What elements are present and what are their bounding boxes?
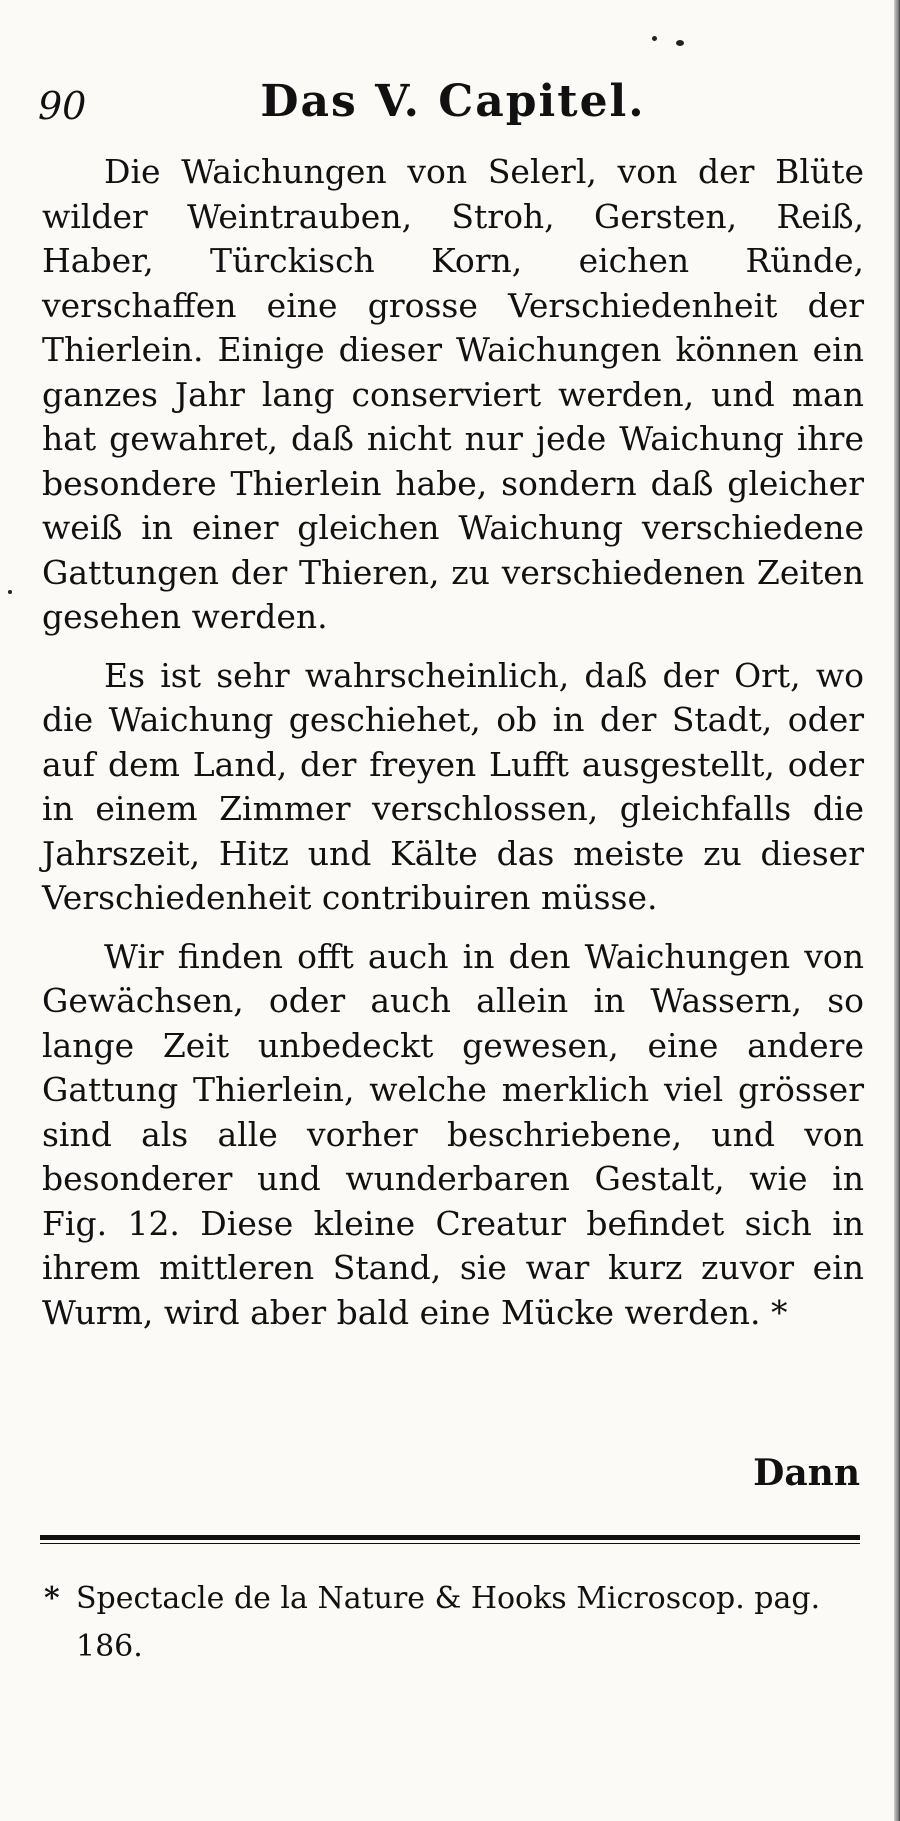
footnote-text: Spectacle de la Nature & Hooks Microscop. pag. 186. <box>76 1581 821 1664</box>
body-text <box>42 150 864 1349</box>
ink-speck <box>8 590 12 594</box>
paragraph-1: Die Waichungen von Selerl, von der Blüte wilder Weintrauben, Stroh, Gersten, Reiß, Haber, Türckisch Korn, eichen Ründe, verschaffen eine grosse Verschiedenheit der Thierlein. Einige dieser Waichungen können ein ganzes Jahr lang conserviert werden, und man hat gewahret, daß nicht nur jede Waichung ihre besondere Thierlein habe, sondern daß gleicher weiß in einer gleichen Waichung verschiedene Gattungen der Thieren, zu verschiedenen Zeiten gesehen werden. <box>42 152 864 636</box>
running-head: Das V. Capitel. <box>260 76 646 127</box>
footnote <box>44 1575 836 1671</box>
page-header <box>38 70 868 140</box>
ink-speck <box>676 40 684 46</box>
footnote-mark: * <box>44 1581 60 1616</box>
paragraph-3: Wir finden offt auch in den Waichungen von Gewächsen, oder auch allein in Wassern, so lange Zeit unbedeckt gewesen, eine andere Gattung Thierlein, welche merklich viel grösser sind als alle vorher beschriebene, und von besonderer und wunderbaren Gestalt, wie in Fig. 12. Diese kleine Creatur befindet sich in ihrem mittleren Stand, sie war kurz zuvor ein Wurm, wird aber bald eine Mücke werden. * <box>42 936 864 1332</box>
ink-speck <box>652 36 657 41</box>
footnote-rule <box>40 1535 860 1544</box>
catchword: Dann <box>753 1452 860 1494</box>
page-number: 90 <box>38 84 87 128</box>
page-edge-shadow <box>894 0 900 1821</box>
paragraph-2: Es ist sehr wahrscheinlich, daß der Ort, wo die Waichung geschiehet, ob in der Stadt, oder auf dem Land, der freyen Lufft ausgestellt, oder in einem Zimmer verschlossen, gleichfalls die Jahrszeit, Hitz und Kälte das meiste zu dieser Verschiedenheit contribuiren müsse. <box>42 655 864 917</box>
